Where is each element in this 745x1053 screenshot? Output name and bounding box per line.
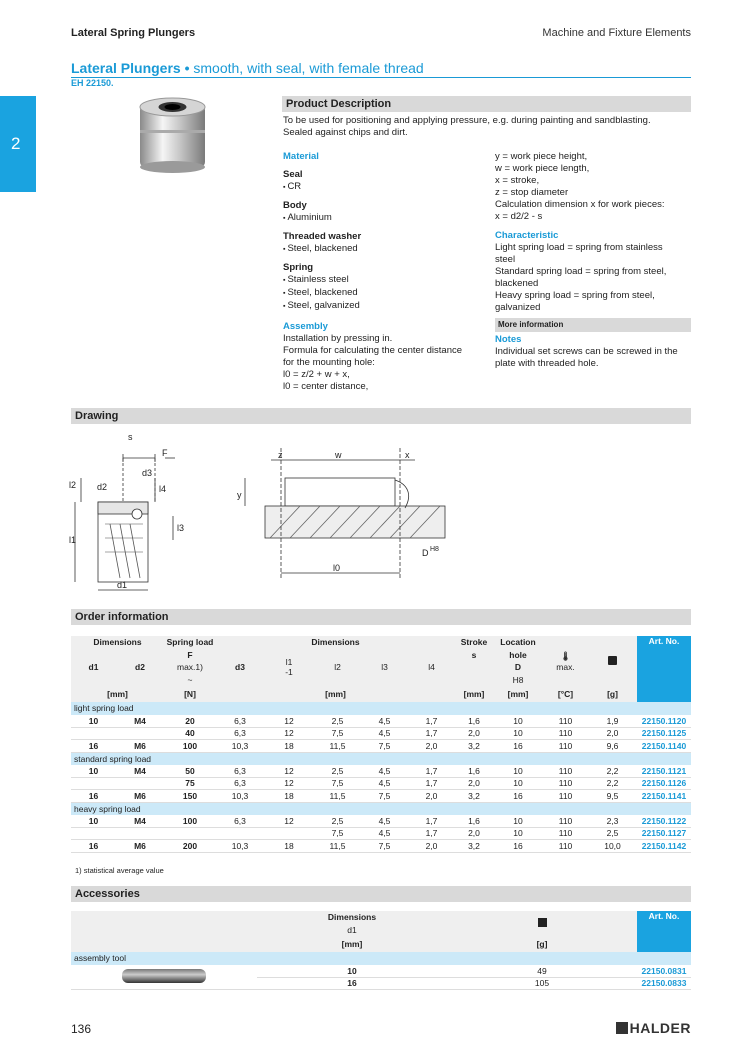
formula-line: y = work piece height, [495, 151, 588, 162]
table-cell: 1,7 [408, 815, 455, 828]
table-cell: 2,5 [314, 765, 361, 778]
seal-item: ▪ CR [283, 181, 483, 194]
table-cell: 6,3 [216, 765, 264, 778]
table-cell: 110 [543, 827, 588, 840]
table-cell: 2,3 [588, 815, 637, 828]
order-table-body [71, 702, 691, 852]
col-dimensions: Dimensions [93, 637, 142, 648]
table-cell: 1,7 [408, 715, 455, 728]
art-no-link[interactable]: 22150.1140 [637, 740, 691, 753]
col-art-no: Art. No. [637, 636, 691, 702]
label-l1: l1 [69, 535, 77, 545]
col-d2: d2 [135, 662, 145, 673]
acc-col-dimensions: Dimensions [327, 912, 377, 923]
label-x: x [405, 450, 410, 460]
label-d3: d3 [142, 468, 153, 478]
characteristic-line: Light spring load = spring from stainless [495, 242, 663, 253]
table-cell: 7,5 [314, 727, 361, 740]
formula-line: w = work piece length, [495, 163, 590, 174]
brand-logo [616, 1020, 691, 1036]
table-cell: 2,5 [314, 715, 361, 728]
table-cell: 110 [543, 815, 588, 828]
characteristic-line: Standard spring load = spring from steel, [495, 266, 667, 277]
table-row [71, 765, 691, 778]
page-title [71, 60, 691, 78]
drawing-heading: Drawing [71, 408, 691, 424]
table-cell: 9,5 [588, 790, 637, 803]
label-d1: d1 [117, 580, 128, 590]
left-description-column [283, 151, 483, 393]
product-image [135, 95, 210, 175]
table-row [71, 815, 691, 828]
table-cell: 200 [164, 840, 216, 853]
table-cell: 11,5 [314, 840, 361, 853]
group-row [71, 702, 691, 715]
art-no-link[interactable]: 22150.1141 [637, 790, 691, 803]
material-heading: Material [283, 151, 319, 162]
characteristic-line: blackened [495, 278, 539, 289]
table-row [71, 840, 691, 853]
intro-line-1: To be used for positioning and applying pressure, e.g. during painting and sandblasting. [283, 115, 651, 126]
body-heading: Body [283, 200, 307, 211]
table-cell: M4 [116, 815, 164, 828]
table-cell: 10 [493, 777, 543, 790]
col-hole: hole [509, 649, 527, 660]
seal-heading: Seal [283, 169, 303, 180]
col-H8: H8 [512, 674, 524, 685]
table-cell: 10 [493, 727, 543, 740]
table-cell: 7,5 [361, 790, 408, 803]
col-spring-load: Spring load [166, 637, 214, 648]
table-cell: 4,5 [361, 727, 408, 740]
table-cell [116, 777, 164, 790]
table-cell: 1,7 [408, 765, 455, 778]
table-cell: 110 [543, 790, 588, 803]
table-cell: 2,5 [314, 815, 361, 828]
table-cell: 2,2 [588, 765, 637, 778]
col-stroke: Stroke [460, 637, 488, 648]
table-cell: 40 [164, 727, 216, 740]
title-main: Lateral Plungers [71, 60, 181, 76]
table-cell [71, 827, 116, 840]
assembly-line: l0 = center distance, [283, 381, 369, 392]
logo-icon [616, 1022, 628, 1034]
notes-line: plate with threaded hole. [495, 358, 599, 369]
art-no-link[interactable]: 22150.1121 [637, 765, 691, 778]
label-w: w [335, 450, 342, 460]
art-no-link[interactable]: 22150.1126 [637, 777, 691, 790]
col-tilde: ~ [187, 674, 193, 685]
table-cell: 100 [164, 815, 216, 828]
table-cell: 10,3 [216, 840, 264, 853]
col-temperature [543, 636, 588, 686]
col-l1 [264, 649, 314, 687]
table-cell: 12 [264, 727, 314, 740]
table-cell: M6 [116, 790, 164, 803]
acc-art-no[interactable]: 22150.0831 [637, 965, 691, 978]
table-cell: 11,5 [314, 790, 361, 803]
table-cell: 10 [71, 715, 116, 728]
acc-d1: 10 [257, 965, 447, 978]
accessories-heading: Accessories [71, 886, 691, 902]
col-max: max.1) [177, 662, 203, 673]
unit-mm: [mm] [507, 689, 529, 699]
accessories-table [71, 911, 691, 990]
order-table [71, 636, 691, 853]
table-cell: 1,6 [455, 715, 493, 728]
table-cell [116, 727, 164, 740]
assembly-tool-image [71, 965, 257, 990]
table-cell: 10,3 [216, 790, 264, 803]
acc-unit-g: [g] [536, 939, 548, 949]
table-cell: 100 [164, 740, 216, 753]
table-cell: 4,5 [361, 715, 408, 728]
col-l3: l3 [381, 662, 388, 673]
title-sub: smooth, with seal, with female thread [193, 60, 424, 76]
table-row [71, 715, 691, 728]
table-cell: 4,5 [361, 827, 408, 840]
col-dimensions-2: Dimensions [311, 637, 360, 648]
technical-drawing [65, 428, 455, 598]
formula-line: z = stop diameter [495, 187, 569, 198]
table-row [71, 777, 691, 790]
empty-cell [71, 924, 257, 937]
unit-N: [N] [184, 689, 196, 699]
acc-col-d1: d1 [347, 924, 357, 935]
table-cell: 2,0 [455, 827, 493, 840]
label-H8: H8 [430, 546, 439, 553]
table-cell: 110 [543, 765, 588, 778]
table-cell: 3,2 [455, 790, 493, 803]
table-cell: 1,7 [408, 827, 455, 840]
col-d1: d1 [88, 662, 99, 673]
table-cell: 16 [71, 840, 116, 853]
label-l3: l3 [177, 523, 185, 533]
table-cell: 4,5 [361, 815, 408, 828]
table-cell: 6,3 [216, 777, 264, 790]
acc-weight: 105 [447, 977, 637, 990]
spring-item: ▪ Steel, blackened [283, 287, 483, 300]
table-cell: 7,5 [361, 840, 408, 853]
table-cell: 16 [493, 790, 543, 803]
page-number: 136 [71, 1022, 92, 1036]
table-cell: 10 [493, 765, 543, 778]
notes-heading: Notes [495, 334, 522, 345]
label-D: D [422, 548, 429, 558]
assembly-heading: Assembly [283, 321, 328, 332]
plunger-drawing [75, 454, 175, 590]
art-no-link[interactable]: 22150.1120 [637, 715, 691, 728]
table-cell: 11,5 [314, 740, 361, 753]
table-cell: 1,7 [408, 777, 455, 790]
washer-heading: Threaded washer [283, 231, 362, 242]
empty-cell [455, 661, 493, 674]
col-l4: l4 [428, 662, 435, 673]
table-cell: 18 [264, 740, 314, 753]
spring-heading: Spring [283, 262, 314, 273]
col-l1-tolerance: -1 [285, 667, 293, 678]
col-location: Location [500, 637, 536, 648]
table-cell: 6,3 [216, 727, 264, 740]
table-cell [164, 827, 216, 840]
assembly-line: l0 = z/2 + w + x, [283, 369, 350, 380]
label-d2: d2 [97, 482, 108, 492]
col-F: F [187, 649, 193, 660]
notes-line: Individual set screws can be screwed in the [495, 346, 678, 357]
table-cell [216, 827, 264, 840]
brand-name: HALDER [629, 1020, 691, 1036]
product-description-heading: Product Description [282, 96, 691, 112]
table-cell: 10 [493, 815, 543, 828]
art-no-link[interactable]: 22150.1127 [637, 827, 691, 840]
table-cell: 2,0 [408, 840, 455, 853]
label-l2: l2 [69, 480, 77, 490]
table-cell: 110 [543, 740, 588, 753]
label-F: F [162, 448, 168, 458]
label-s: s [128, 432, 133, 442]
formula-line: Calculation dimension x for work pieces: [495, 199, 665, 210]
table-cell: 2,0 [588, 727, 637, 740]
table-cell: 6,3 [216, 815, 264, 828]
table-cell: 2,0 [408, 790, 455, 803]
characteristic-line: galvanized [495, 302, 541, 313]
product-intro [283, 115, 693, 139]
col-d3: d3 [235, 662, 245, 673]
unit-mm: [mm] [463, 689, 485, 699]
table-cell: 7,5 [314, 777, 361, 790]
acc-unit-mm: [mm] [341, 939, 363, 949]
order-heading: Order information [71, 609, 691, 625]
formula-line: x = d2/2 - s [495, 211, 543, 222]
empty-cell [455, 674, 493, 687]
art-no-link[interactable]: 22150.1122 [637, 815, 691, 828]
table-cell: M4 [116, 765, 164, 778]
table-cell: 10 [493, 715, 543, 728]
unit-mm: [mm] [107, 689, 128, 699]
table-cell: 10 [71, 765, 116, 778]
art-no-link[interactable]: 22150.1125 [637, 727, 691, 740]
col-D: D [514, 662, 522, 673]
group-row [71, 752, 691, 765]
right-description-column [495, 151, 691, 370]
table-cell: 16 [493, 840, 543, 853]
table-row [71, 740, 691, 753]
table-cell: 7,5 [361, 740, 408, 753]
unit-mm: [mm] [325, 689, 346, 699]
table-cell: 9,6 [588, 740, 637, 753]
table-cell: M4 [116, 715, 164, 728]
table-cell: 12 [264, 715, 314, 728]
characteristic-heading: Characteristic [495, 230, 559, 241]
table-cell: 150 [164, 790, 216, 803]
table-cell: 12 [264, 765, 314, 778]
table-cell: 110 [543, 715, 588, 728]
assembly-drawing [245, 448, 445, 578]
table-cell: 2,5 [588, 827, 637, 840]
label-l4: l4 [159, 484, 167, 494]
table-cell: 7,5 [314, 827, 361, 840]
table-cell: 1,9 [588, 715, 637, 728]
table-cell: 50 [164, 765, 216, 778]
table-cell: 2,2 [588, 777, 637, 790]
table-cell: 12 [264, 815, 314, 828]
table-cell [264, 827, 314, 840]
table-cell: 16 [71, 740, 116, 753]
table-cell: M6 [116, 840, 164, 853]
characteristic-line: Heavy spring load = spring from steel, [495, 290, 655, 301]
empty-cell [71, 936, 257, 952]
table-cell: 1,6 [455, 765, 493, 778]
more-info-bar: More information [495, 318, 691, 332]
label-y: y [237, 490, 242, 500]
table-cell: 4,5 [361, 765, 408, 778]
body-item: ▪ Aluminium [283, 212, 483, 225]
table-row [71, 827, 691, 840]
col-s: s [471, 649, 477, 660]
table-cell: 10,0 [588, 840, 637, 853]
table-cell: 2,0 [408, 740, 455, 753]
table-row [71, 790, 691, 803]
product-code: EH 22150. [71, 78, 114, 88]
col-weight [588, 636, 637, 686]
label-z: z [278, 450, 283, 460]
table-cell: 3,2 [455, 740, 493, 753]
spring-item: ▪ Stainless steel [283, 274, 483, 287]
table-cell: 10 [71, 815, 116, 828]
label-l0: l0 [333, 563, 341, 573]
table-cell [71, 777, 116, 790]
col-l1-label: l1 [285, 657, 293, 668]
chapter-tab[interactable]: 2 [0, 96, 36, 192]
weight-icon [608, 656, 617, 665]
table-cell: 16 [493, 740, 543, 753]
acc-group-label: assembly tool [71, 952, 691, 965]
table-cell [116, 827, 164, 840]
group-label: heavy spring load [71, 802, 691, 815]
group-row [71, 802, 691, 815]
table-cell: 110 [543, 840, 588, 853]
table-cell: 1,6 [455, 815, 493, 828]
table-cell: 18 [264, 790, 314, 803]
acc-art-no[interactable]: 22150.0833 [637, 977, 691, 990]
acc-col-art-no: Art. No. [637, 911, 691, 952]
table-cell: 110 [543, 727, 588, 740]
table-cell: 2,0 [455, 777, 493, 790]
unit-g: [g] [607, 689, 618, 699]
table-cell: 4,5 [361, 777, 408, 790]
table-cell: 3,2 [455, 840, 493, 853]
thermometer-icon: 🌡 [560, 650, 571, 661]
group-label: standard spring load [71, 752, 691, 765]
table-cell: 20 [164, 715, 216, 728]
empty-cell [71, 911, 257, 924]
table-cell: 18 [264, 840, 314, 853]
table-cell: 75 [164, 777, 216, 790]
table-cell: 2,0 [455, 727, 493, 740]
table-cell: 12 [264, 777, 314, 790]
group-label: light spring load [71, 702, 691, 715]
table-cell: 6,3 [216, 715, 264, 728]
footnote: 1) statistical average value [75, 866, 164, 875]
spring-item: ▪ Steel, galvanized [283, 300, 483, 313]
intro-line-2: Sealed against chips and dirt. [283, 127, 408, 138]
table-cell: 16 [71, 790, 116, 803]
assembly-line: Installation by pressing in. [283, 333, 393, 344]
header-section-title: Lateral Spring Plungers [71, 27, 196, 39]
col-l2: l2 [334, 662, 341, 673]
characteristic-line: steel [495, 254, 516, 265]
acc-col-weight [447, 911, 637, 936]
header-catalog-title: Machine and Fixture Elements [542, 27, 691, 39]
art-no-link[interactable]: 22150.1142 [637, 840, 691, 853]
table-cell: 10 [493, 827, 543, 840]
assembly-line: Formula for calculating the center distance [283, 345, 463, 356]
weight-icon [538, 918, 547, 927]
title-bullet: • [180, 60, 194, 76]
acc-weight: 49 [447, 965, 637, 978]
table-cell: 1,7 [408, 727, 455, 740]
table-cell: 110 [543, 777, 588, 790]
washer-item: ▪ Steel, blackened [283, 243, 483, 256]
assembly-line: for the mounting hole: [283, 357, 375, 368]
table-cell [71, 727, 116, 740]
formula-line: x = stroke, [495, 175, 540, 186]
table-cell: M6 [116, 740, 164, 753]
acc-d1: 16 [257, 977, 447, 990]
col-temp-max: max. [556, 661, 575, 672]
table-cell: 10,3 [216, 740, 264, 753]
table-row [71, 727, 691, 740]
unit-C: [°C] [557, 689, 574, 699]
